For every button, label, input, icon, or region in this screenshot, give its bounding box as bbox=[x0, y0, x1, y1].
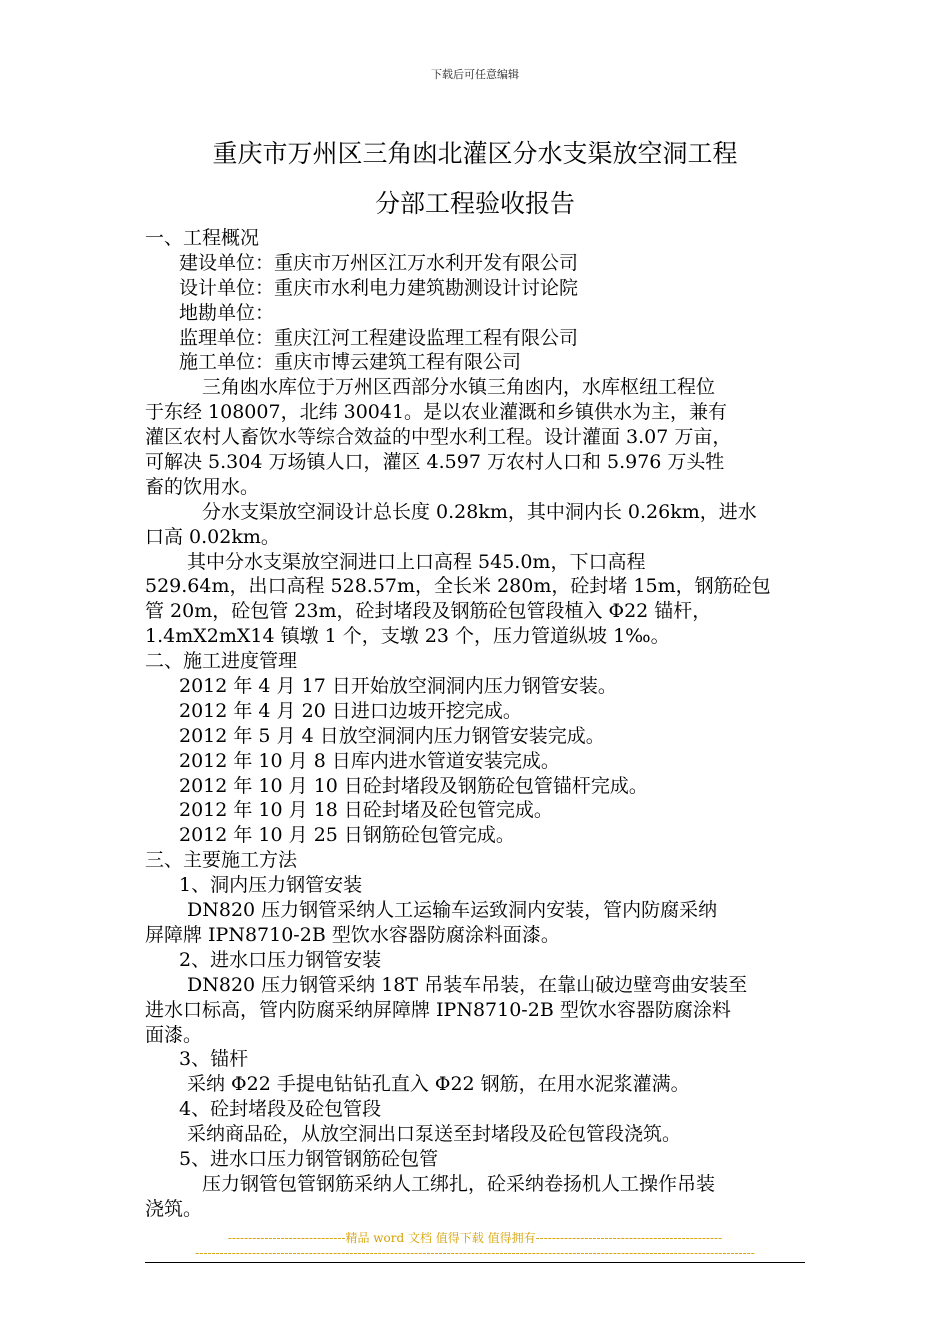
body-line: 设计单位：重庆市水利电力建筑勘测设计讨论院 bbox=[179, 276, 579, 299]
subsection-heading: 1、洞内压力钢管安装 bbox=[179, 874, 363, 897]
body-line: 浇筑。 bbox=[145, 1197, 203, 1220]
body-line: 分水支渠放空洞设计总长度 0.28km，其中洞内长 0.26km，进水 bbox=[202, 500, 757, 523]
footer-divider bbox=[145, 1262, 805, 1263]
footer-watermark-line-2: ------------------------------------------------------------------------------------------------------------------------------------------ bbox=[195, 1246, 755, 1260]
document-title-line-1: 重庆市万州区三角凼北灌区分水支渠放空洞工程 bbox=[212, 139, 738, 168]
body-line: 采纳商品砼，从放空洞出口泵送至封堵段及砼包管段浇筑。 bbox=[187, 1123, 682, 1146]
body-line: 可解决 5.304 万场镇人口，灌区 4.597 万农村人口和 5.976 万头牲 bbox=[145, 451, 725, 474]
body-line: 管 20m，砼包管 23m，砼封堵段及钢筋砼包管段植入 Φ22 锚杆， bbox=[145, 600, 712, 623]
section-heading: 三、主要施工方法 bbox=[145, 849, 298, 872]
body-line: 采纳 Φ22 手提电钻钻孔直入 Φ22 钢筋，在用水泥浆灌满。 bbox=[187, 1073, 690, 1096]
subsection-heading: 2、进水口压力钢管安装 bbox=[179, 948, 382, 971]
footer-watermark-line-1: -----------------------------精品 word 文档 值得下载 值得拥有---------------------------------------------- bbox=[227, 1231, 723, 1245]
schedule-item: 2012 年 4 月 20 日进口边坡开挖完成。 bbox=[179, 699, 522, 722]
schedule-item: 2012 年 10 月 18 日砼封堵及砼包管完成。 bbox=[179, 799, 553, 822]
body-line: 1.4mX2mX14 镇墩 1 个，支墩 23 个，压力管道纵坡 1‰。 bbox=[145, 625, 670, 648]
subsection-heading: 5、进水口压力钢管钢筋砼包管 bbox=[179, 1147, 439, 1170]
body-line: 灌区农村人畜饮水等综合效益的中型水利工程。设计灌面 3.07 万亩， bbox=[145, 426, 732, 449]
body-line: 口高 0.02km。 bbox=[145, 525, 280, 548]
body-line: 建设单位：重庆市万州区江万水利开发有限公司 bbox=[179, 251, 579, 274]
body-line: 于东经 108007，北纬 30041。是以农业灌溉和乡镇供水为主，兼有 bbox=[145, 401, 728, 424]
body-line: 畜的饮用水。 bbox=[145, 475, 260, 498]
schedule-item: 2012 年 4 月 17 日开始放空洞洞内压力钢管安装。 bbox=[179, 675, 617, 698]
body-line: 监理单位：重庆江河工程建设监理工程有限公司 bbox=[179, 326, 579, 349]
body-line: 面漆。 bbox=[145, 1023, 203, 1046]
subsection-heading: 3、锚杆 bbox=[179, 1048, 249, 1071]
body-line: 屏障牌 IPN8710-2B 型饮水容器防腐涂料面漆。 bbox=[145, 923, 560, 946]
body-line: DN820 压力钢管采纳人工运输车运致洞内安装，管内防腐采纳 bbox=[187, 899, 718, 922]
schedule-item: 2012 年 10 月 10 日砼封堵段及钢筋砼包管锚杆完成。 bbox=[179, 774, 648, 797]
body-line: 施工单位：重庆市博云建筑工程有限公司 bbox=[179, 351, 522, 374]
schedule-item: 2012 年 10 月 8 日库内进水管道安装完成。 bbox=[179, 749, 560, 772]
body-line: 其中分水支渠放空洞进口上口高程 545.0m，下口高程 bbox=[187, 550, 646, 573]
report-body bbox=[145, 226, 815, 1222]
section-heading: 一、工程概况 bbox=[145, 227, 260, 249]
schedule-item: 2012 年 5 月 4 日放空洞洞内压力钢管安装完成。 bbox=[179, 724, 605, 747]
document-title-line-2: 分部工程验收报告 bbox=[374, 189, 575, 218]
body-line: 进水口标高，管内防腐采纳屏障牌 IPN8710-2B 型饮水容器防腐涂料 bbox=[145, 998, 731, 1021]
body-line: 压力钢管包管钢筋采纳人工绑扎，砼采纳卷扬机人工操作吊装 bbox=[202, 1172, 716, 1195]
subsection-heading: 4、砼封堵段及砼包管段 bbox=[179, 1098, 382, 1121]
schedule-item: 2012 年 10 月 25 日钢筋砼包管完成。 bbox=[179, 824, 515, 847]
body-line: DN820 压力钢管采纳 18T 吊装车吊装，在靠山破边壁弯曲安装至 bbox=[187, 973, 748, 996]
body-line: 三角凼水库位于万州区西部分水镇三角凼内，水库枢纽工程位 bbox=[202, 376, 716, 399]
body-line: 地勘单位： bbox=[179, 301, 275, 324]
header-note: 下载后可任意编辑 bbox=[431, 68, 519, 81]
body-line: 529.64m，出口高程 528.57m，全长米 280m，砼封堵 15m，钢筋砼包 bbox=[145, 575, 771, 598]
section-heading: 二、施工进度管理 bbox=[145, 650, 298, 673]
